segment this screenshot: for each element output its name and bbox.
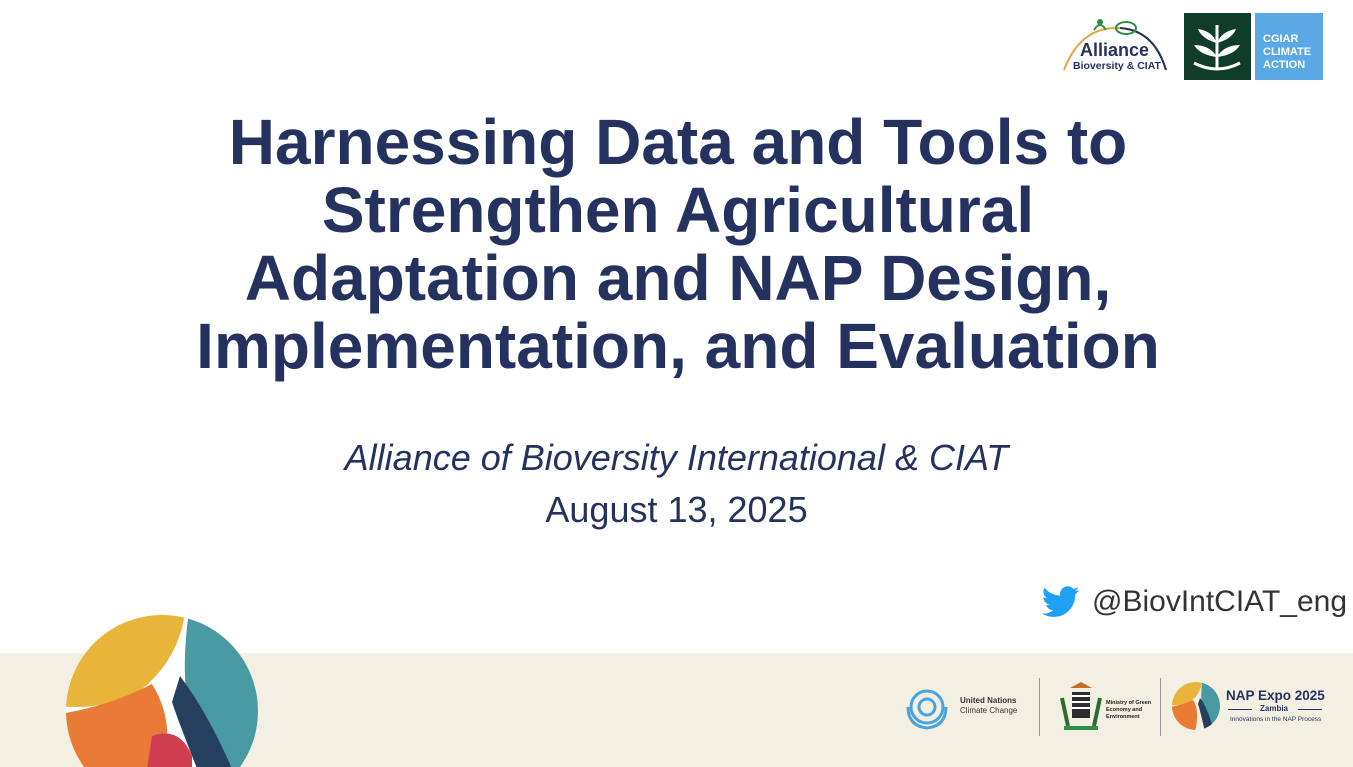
zambia-coat-of-arms-icon bbox=[1058, 678, 1104, 736]
zambia-ministry-text bbox=[1106, 700, 1151, 721]
cgiar-wheat-logo bbox=[1184, 13, 1251, 80]
zambia-ministry-logo bbox=[1056, 674, 1156, 738]
nap-expo-emblem-icon bbox=[1170, 680, 1222, 732]
zambia-line-1: Ministry of Green bbox=[1106, 700, 1152, 706]
cgiar-line-3: ACTION bbox=[1263, 59, 1306, 71]
alliance-name: Alliance bbox=[1080, 40, 1150, 60]
twitter-handle[interactable]: @BiovIntCIAT_eng bbox=[1092, 585, 1348, 618]
nap-rule-right bbox=[1298, 709, 1322, 710]
nap-expo-title: NAP Expo 2025 bbox=[1226, 688, 1325, 703]
presentation-date: August 13, 2025 bbox=[545, 489, 808, 530]
logo-divider bbox=[1039, 678, 1040, 736]
alliance-logo bbox=[1060, 16, 1170, 76]
unfccc-logo bbox=[902, 674, 1032, 738]
twitter-handle-row[interactable] bbox=[1042, 582, 1347, 622]
title-line-3: Adaptation and NAP Design, bbox=[244, 242, 1112, 314]
nap-circle-logo bbox=[60, 606, 265, 767]
zambia-line-2: Economy and bbox=[1106, 707, 1143, 713]
title-line-1: Harnessing Data and Tools to bbox=[228, 106, 1128, 178]
logo-divider bbox=[1160, 678, 1161, 736]
title-line-2: Strengthen Agricultural bbox=[321, 174, 1035, 246]
zambia-line-3: Environment bbox=[1106, 714, 1140, 720]
wheat-icon bbox=[1184, 13, 1251, 80]
cgiar-line-2: CLIMATE bbox=[1263, 46, 1312, 58]
alliance-subtitle: Bioversity & CIAT bbox=[1073, 60, 1161, 72]
nap-rule-left bbox=[1228, 709, 1252, 710]
unfccc-line-2: Climate Change bbox=[960, 706, 1018, 715]
un-emblem-icon bbox=[902, 682, 952, 732]
nap-expo-tagline: Innovations in the NAP Process bbox=[1230, 716, 1322, 723]
slide-title bbox=[150, 108, 1206, 380]
nap-expo-logo bbox=[1170, 674, 1330, 738]
unfccc-text bbox=[960, 696, 1017, 716]
twitter-bird-icon bbox=[1042, 586, 1080, 618]
unfccc-line-1: United Nations bbox=[960, 696, 1017, 705]
title-line-4: Implementation, and Evaluation bbox=[196, 310, 1160, 382]
organization-name: Alliance of Bioversity International & CIAT bbox=[344, 437, 1009, 478]
nap-expo-country: Zambia bbox=[1260, 704, 1289, 713]
cgiar-line-1: CGIAR bbox=[1263, 33, 1299, 45]
cgiar-climate-action-logo bbox=[1255, 13, 1323, 80]
